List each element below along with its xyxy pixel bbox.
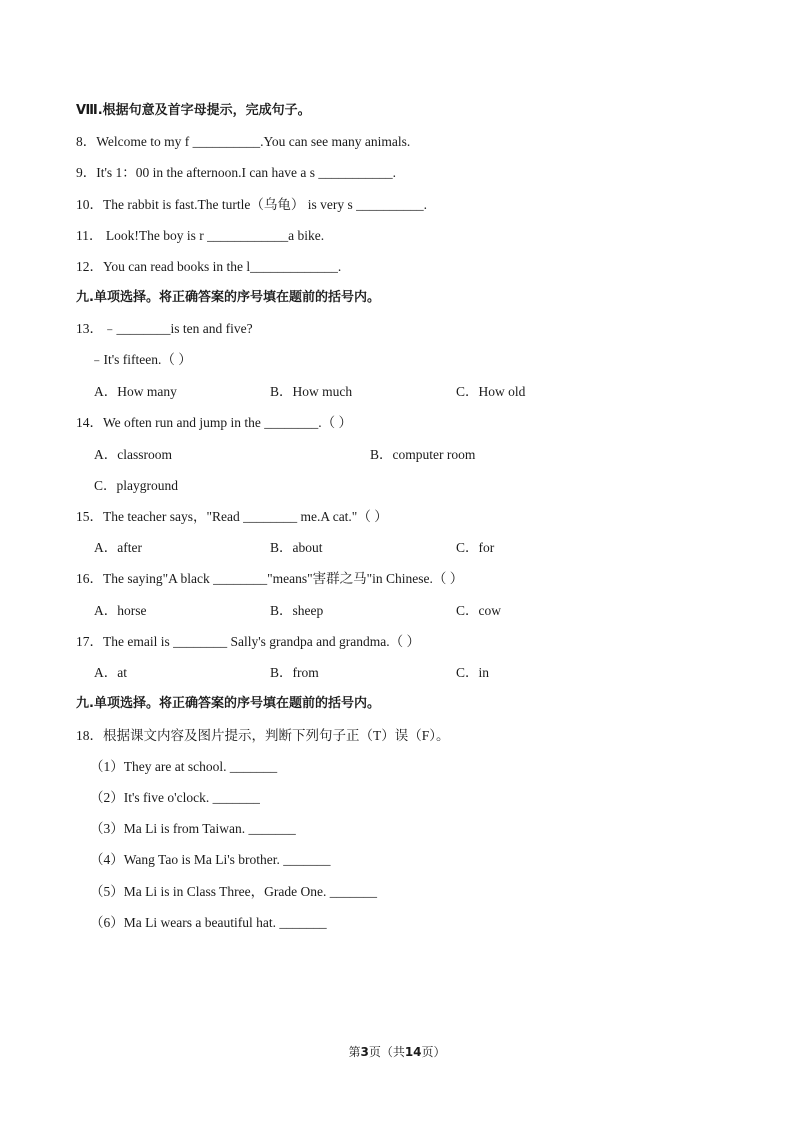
- q17-option-b: B．from: [270, 665, 319, 680]
- question-13-stem: 13．﹣________is ten and five?: [76, 321, 253, 336]
- footer-middle: 页（共: [368, 1045, 405, 1059]
- footer-prefix: 第: [348, 1045, 361, 1059]
- q16-option-b: B．sheep: [270, 603, 324, 618]
- question-11: 11． Look!The boy is r ____________a bike.: [76, 228, 325, 243]
- question-10: 10．The rabbit is fast.The turtle（乌龟） is very s __________.: [76, 197, 427, 212]
- q18-item-6: （6）Ma Li wears a beautiful hat. _______: [90, 915, 327, 930]
- question-9: 9．It's 1：00 in the afternoon.I can have a s ___________.: [76, 165, 396, 180]
- q15-option-a: A．after: [94, 540, 142, 555]
- question-8: 8．Welcome to my f __________.You can see many animals.: [76, 134, 411, 149]
- section9-heading: 九.单项选择。将正确答案的序号填在题前的括号内。: [76, 290, 380, 305]
- q13-option-b: B．How much: [270, 384, 353, 399]
- q14-option-a: A．classroom: [94, 447, 172, 462]
- q14-option-b: B．computer room: [370, 447, 476, 462]
- footer-page-number: 3: [360, 1045, 369, 1059]
- section8-heading: Ⅷ.根据句意及首字母提示，完成句子。: [76, 103, 311, 118]
- q17-option-a: A．at: [94, 665, 127, 680]
- q17-option-c: C．in: [456, 665, 490, 680]
- footer-suffix: 页）: [421, 1045, 446, 1059]
- q18-item-3: （3）Ma Li is from Taiwan. _______: [90, 821, 296, 836]
- page-footer: [0, 1043, 794, 1060]
- question-13-answer-line: ﹣It's fifteen.（ ）: [90, 352, 192, 367]
- section9-repeat-heading: 九.单项选择。将正确答案的序号填在题前的括号内。: [76, 696, 380, 711]
- question-17-stem: 17．The email is ________ Sally's grandpa and grandma.（ ）: [76, 634, 420, 649]
- q13-option-a: A．How many: [94, 384, 177, 399]
- q18-item-1: （1）They are at school. _______: [90, 759, 278, 774]
- question-16-stem: 16．The saying"A black ________"means"害群之马"in Chinese.（ ）: [76, 571, 464, 586]
- footer-total-pages: 14: [404, 1045, 422, 1059]
- q14-option-c: C．playground: [94, 478, 178, 493]
- q18-item-5: （5）Ma Li is in Class Three，Grade One. _______: [90, 884, 377, 899]
- q16-option-a: A．horse: [94, 603, 147, 618]
- question-15-stem: 15．The teacher says，"Read ________ me.A cat."（ ）: [76, 509, 388, 524]
- q16-option-c: C．cow: [456, 603, 501, 618]
- q18-item-4: （4）Wang Tao is Ma Li's brother. _______: [90, 852, 331, 867]
- question-12: 12．You can read books in the l_____________.: [76, 259, 342, 274]
- q18-item-2: （2）It's five o'clock. _______: [90, 790, 260, 805]
- question-14-stem: 14．We often run and jump in the ________.（ ）: [76, 415, 352, 430]
- question-18-stem: 18．根据课文内容及图片提示，判断下列句子正（T）误（F）。: [76, 728, 450, 743]
- q13-option-c: C．How old: [456, 384, 526, 399]
- q15-option-b: B．about: [270, 540, 323, 555]
- q15-option-c: C．for: [456, 540, 495, 555]
